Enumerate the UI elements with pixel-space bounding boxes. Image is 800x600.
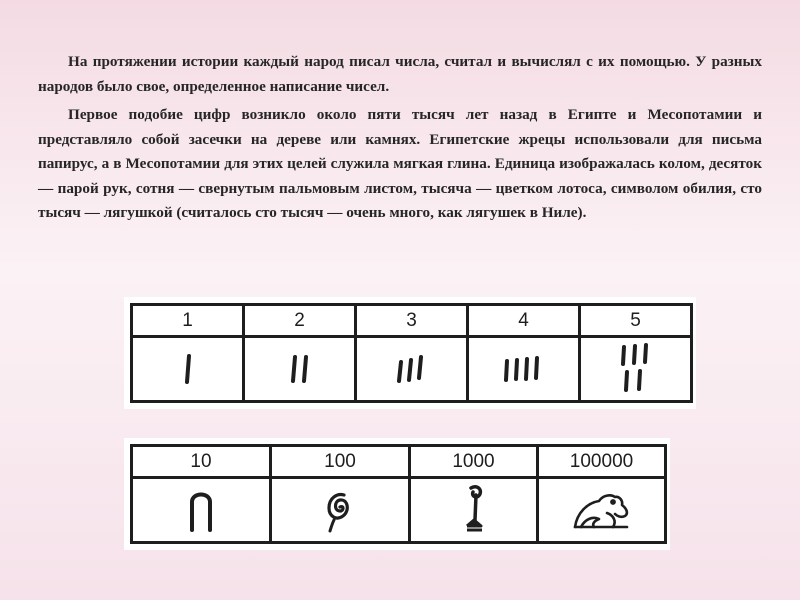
powers-header-1000: 1000 [410,446,538,478]
powers-header-10: 10 [132,446,271,478]
units-header-3: 3 [356,305,468,337]
article-text [38,50,762,230]
powers-glyph-cell-100000 [538,478,666,543]
strokes-5-icon [611,340,661,398]
strokes-3-icon [387,344,437,394]
powers-glyph-row [132,478,666,543]
powers-glyph-cell-1000 [410,478,538,543]
units-glyph-cell-1 [132,337,244,402]
units-glyph-cell-5 [580,337,692,402]
units-numeral-table [124,297,696,409]
coil-rope-icon [320,483,360,537]
strokes-4-icon [494,344,554,394]
powers-numeral-table [124,438,670,550]
units-header-2: 2 [244,305,356,337]
powers-header-100000: 100000 [538,446,666,478]
units-header-1: 1 [132,305,244,337]
units-glyph-row [132,337,692,402]
powers-glyph-cell-100 [271,478,410,543]
heel-bone-icon [181,483,221,537]
powers-header-100: 100 [271,446,410,478]
units-header-row [132,305,692,337]
powers-header-row [132,446,666,478]
units-header-4: 4 [468,305,580,337]
powers-glyph-cell-10 [132,478,271,543]
stroke-1-icon [168,344,208,394]
lotus-flower-icon [456,482,492,538]
frog-icon [567,483,637,537]
units-glyph-cell-2 [244,337,356,402]
paragraph-intro: На протяжении истории каждый народ писал числа, считал и вычислял с их помощью. У разных народов было свое, определенное написание чисел. [38,53,762,95]
paragraph-history: Первое подобие цифр возникло около пяти тысяч лет назад в Египте и Месопотамии и представляло собой засечки на дереве или камнях. Египетские жрецы использовали для письма папирус, а в Месопотамии для этих целей служила мягкая глина. Единица изображалась колом, десяток — парой рук, сотня — свернутым пальмовым листом, тысяча — цветком лотоса, символом обилия, сто тысяч — лягушкой (считалось сто тысяч — очень много, как лягушек в Ниле). [38,106,762,221]
strokes-2-icon [280,344,320,394]
units-glyph-cell-3 [356,337,468,402]
units-header-5: 5 [580,305,692,337]
units-glyph-cell-4 [468,337,580,402]
